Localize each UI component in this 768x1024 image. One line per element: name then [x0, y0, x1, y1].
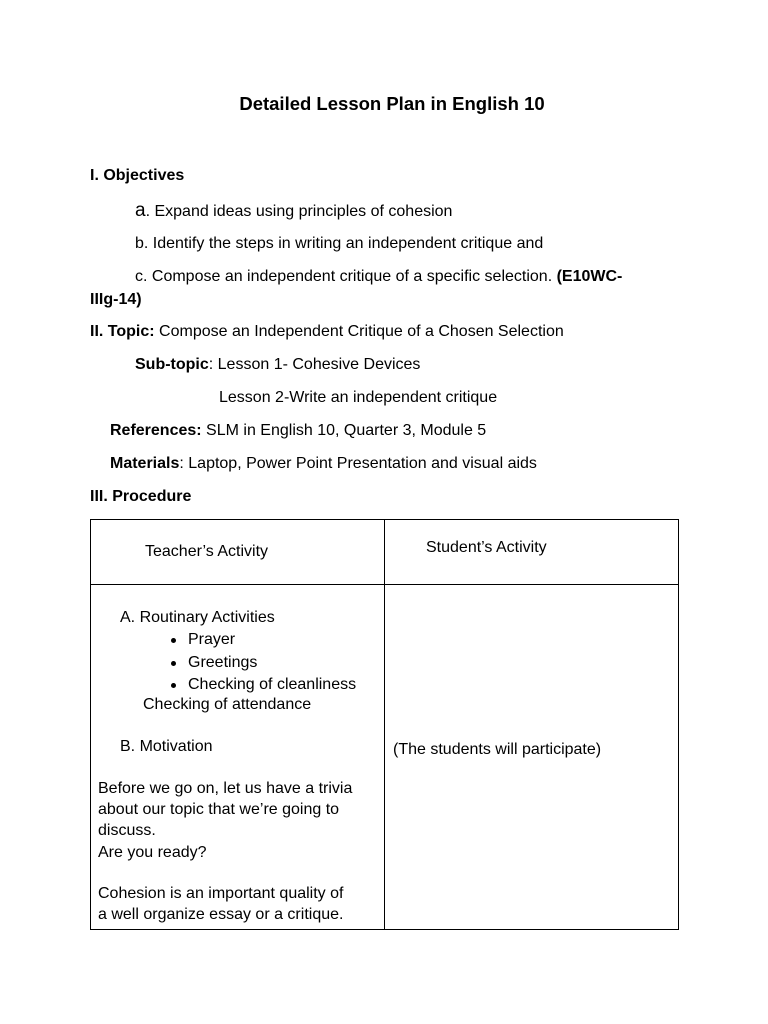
table-header-row: [91, 520, 679, 585]
trivia-line-1: Before we go on, let us have a trivia: [98, 780, 353, 797]
procedure-heading: III. Procedure: [90, 488, 192, 505]
subtopic-label: Sub-topic: [135, 356, 209, 373]
routinary-activities: A. Routinary Activities: [120, 609, 275, 626]
topic-label: II. Topic:: [90, 323, 155, 340]
references-line: [110, 422, 486, 440]
list-item: Checking of cleanliness: [188, 676, 357, 693]
topic-line: [90, 323, 564, 341]
trivia-line-4: Are you ready?: [98, 844, 207, 861]
objective-a-text: . Expand ideas using principles of cohesion: [145, 203, 453, 220]
objective-c-code-continued: IIIg-14): [90, 291, 142, 308]
bullet-icon: [171, 683, 176, 688]
trivia-line-3: discuss.: [98, 822, 156, 839]
student-activity-header: Student’s Activity: [426, 539, 547, 556]
teacher-activity-header: Teacher’s Activity: [145, 543, 269, 560]
materials-line: [110, 455, 537, 473]
motivation-heading: B. Motivation: [120, 738, 213, 755]
subtopic-text: : Lesson 1- Cohesive Devices: [208, 356, 421, 373]
objective-c-text: c. Compose an independent critique of a specific selection.: [135, 268, 557, 285]
list-item: Greetings: [188, 654, 258, 671]
references-text: SLM in English 10, Quarter 3, Module 5: [201, 422, 487, 439]
teacher-activity-cell: [91, 585, 385, 930]
attendance-item: Checking of attendance: [143, 696, 312, 713]
student-header-cell: [385, 520, 679, 585]
references-label: References:: [110, 422, 202, 439]
trivia-line-2: about our topic that we’re going to: [98, 801, 340, 818]
objective-b: b. Identify the steps in writing an independent critique and: [135, 235, 544, 252]
cohesion-line-2: a well organize essay or a critique.: [98, 906, 344, 923]
student-activity-cell: [385, 585, 679, 930]
procedure-table: [90, 519, 679, 930]
objectives-heading: I. Objectives: [90, 167, 185, 184]
table-row: [91, 585, 679, 930]
cohesion-line-1: Cohesion is an important quality of: [98, 885, 344, 902]
teacher-header-cell: [91, 520, 385, 585]
objective-c-code: (E10WC-: [556, 268, 623, 285]
topic-text: Compose an Independent Critique of a Chosen Selection: [154, 323, 564, 340]
objective-a-letter: a: [135, 200, 146, 221]
subtopic-line: [135, 356, 420, 374]
objective-a: [135, 200, 452, 222]
student-response: (The students will participate): [393, 741, 602, 758]
lesson2-line: Lesson 2-Write an independent critique: [219, 389, 498, 406]
materials-label: Materials: [110, 455, 180, 472]
document-title: Detailed Lesson Plan in English 10: [239, 93, 545, 114]
materials-text: : Laptop, Power Point Presentation and visual aids: [179, 455, 537, 472]
bullet-icon: [171, 661, 176, 666]
list-item: Prayer: [188, 631, 236, 648]
objective-c: [135, 268, 622, 286]
bullet-icon: [171, 638, 176, 643]
